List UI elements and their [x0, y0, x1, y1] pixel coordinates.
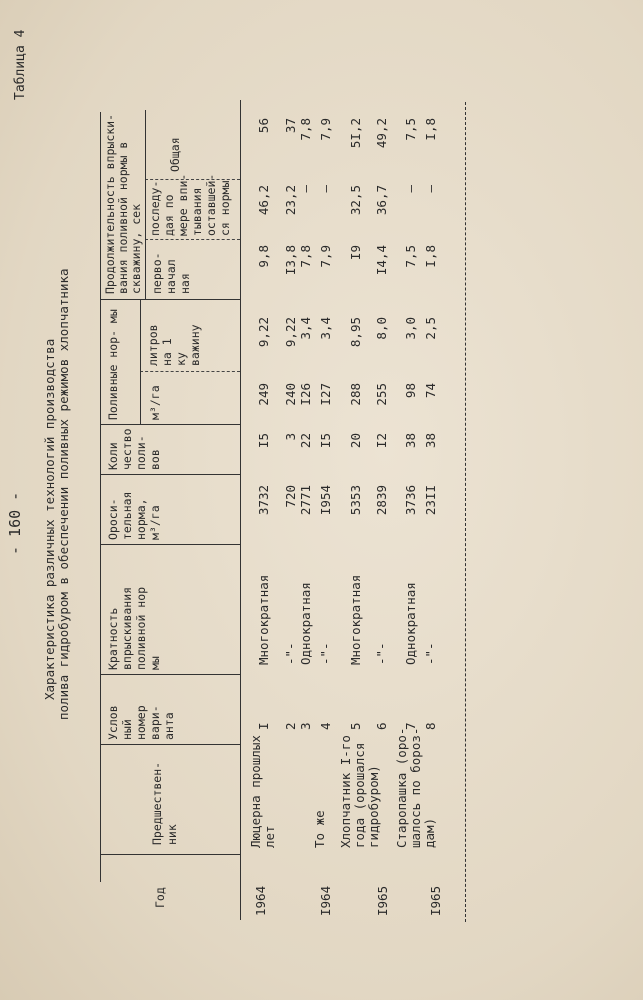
header-variant — [106, 705, 176, 740]
cell-litres: 9,22 — [256, 317, 271, 348]
cell-count: 38 — [423, 433, 438, 449]
cell-total: 49,2 — [374, 118, 389, 149]
cell-year: I964 — [318, 885, 333, 916]
cell-total: 37 — [283, 118, 298, 134]
header-bottom-rule — [240, 100, 241, 920]
cell-first: 7,5 — [403, 245, 418, 268]
cell-litres: 2,5 — [423, 317, 438, 340]
header-count-l1: Коли — [106, 442, 120, 470]
header-first-l3: ная — [178, 273, 192, 294]
header-subs-l4: тывания — [190, 187, 204, 236]
header-count-l4: вов — [148, 449, 162, 470]
cell-subsequent: – — [298, 185, 313, 193]
cell-m3ha: 98 — [403, 383, 418, 399]
header-year: Год — [153, 887, 167, 908]
header-count-l3: поли- — [134, 435, 148, 470]
cell-year: I965 — [428, 885, 443, 916]
cell-predecessor: Люцерна прошлых — [248, 735, 263, 848]
cell-irrigation-norm: 5353 — [348, 485, 363, 516]
header-norm-l2: тельная — [120, 491, 134, 540]
col-sep-4 — [100, 544, 240, 545]
cell-frequency: -"- — [374, 642, 389, 665]
header-variant-l1: Услов — [106, 705, 120, 740]
header-litres-l1: литров — [146, 324, 160, 366]
page-number: - 160 - — [6, 491, 24, 555]
cell-first: 7,8 — [298, 245, 313, 268]
cell-count: I5 — [256, 433, 271, 449]
cell-m3ha: I27 — [318, 383, 333, 406]
cell-variant: 8 — [423, 722, 438, 730]
col-sep-9 — [145, 239, 240, 240]
cell-count: 20 — [348, 433, 363, 449]
cell-predecessor: Хлопчатник I-го — [338, 735, 353, 848]
header-litres-l2: на 1 — [160, 338, 174, 366]
cell-frequency: Многократная — [348, 574, 363, 665]
cell-count: 38 — [403, 433, 418, 449]
col-sep-5 — [100, 474, 240, 475]
cell-predecessor: Старопашка (оро- — [394, 727, 409, 848]
cell-first: 9,8 — [256, 245, 271, 268]
cell-m3ha: 255 — [374, 383, 389, 406]
cell-variant: I — [256, 722, 271, 730]
cell-variant: 7 — [403, 722, 418, 730]
col-sep-3 — [100, 674, 240, 675]
cell-m3ha: 288 — [348, 383, 363, 406]
header-variant-l2: ный — [120, 719, 134, 740]
header-variant-l4: вари- — [148, 705, 162, 740]
header-subs-l6: ся нормы — [218, 180, 232, 236]
header-norm-l1: Ороси- — [106, 498, 120, 540]
cell-total: 7,5 — [403, 118, 418, 141]
cell-variant: 5 — [348, 722, 363, 730]
cell-year: 1964 — [253, 885, 268, 916]
header-subs-l1: последу- — [148, 180, 162, 236]
cell-count: I2 — [374, 433, 389, 449]
header-litres-l4: важину — [188, 324, 202, 366]
header-watering-norms: Поливные нор- мы — [106, 309, 120, 420]
cell-litres: 8,0 — [374, 317, 389, 340]
cell-count: 22 — [298, 433, 313, 449]
cell-predecessor: То же — [312, 810, 327, 848]
cell-total: 56 — [256, 118, 271, 134]
cell-subsequent: 36,7 — [374, 185, 389, 216]
cell-predecessor: года (орошался — [352, 742, 367, 848]
cell-frequency: Однократная — [403, 582, 418, 665]
cell-subsequent: 23,2 — [283, 185, 298, 216]
cell-year: I965 — [375, 885, 390, 916]
cell-irrigation-norm: 3732 — [256, 485, 271, 516]
cell-subsequent: – — [403, 185, 418, 193]
header-frequency-l3: поливной нор — [134, 586, 148, 670]
header-litres-per-well — [146, 324, 202, 366]
cell-first: 7,9 — [318, 245, 333, 268]
header-total: Общая — [168, 137, 182, 172]
cell-irrigation-norm: 2771 — [298, 485, 313, 516]
header-variant-l5: анта — [162, 712, 176, 740]
header-variant-l3: номер — [134, 705, 148, 740]
cell-litres: 9,22 — [283, 317, 298, 348]
header-predecessor-l1: Предшествен- — [150, 761, 164, 845]
header-frequency — [106, 587, 162, 670]
header-duration: Продолжительность впрыски- вания поливной нормы в скважину, сек — [103, 113, 143, 294]
header-frequency-l4: мы — [148, 656, 162, 670]
cell-total: I,8 — [423, 118, 438, 141]
cell-m3ha: 249 — [256, 383, 271, 406]
header-frequency-l1: Кратность — [106, 607, 120, 670]
header-m3ha: м³/га — [148, 385, 162, 420]
cell-frequency: -"- — [318, 642, 333, 665]
cell-irrigation-norm: 23II — [423, 485, 438, 516]
header-predecessor — [150, 762, 180, 845]
header-subs-l5: оставшей- — [204, 173, 218, 236]
cell-frequency: -"- — [283, 642, 298, 665]
sub-rule-norms — [140, 300, 141, 425]
cell-total: 7,8 — [298, 118, 313, 141]
caption-line-1: Характеристика различных технологий производства — [42, 338, 57, 700]
cell-litres: 3,4 — [298, 317, 313, 340]
header-frequency-l2: впрыскивания — [120, 586, 134, 670]
header-subsequent — [148, 174, 232, 236]
cell-subsequent: 46,2 — [256, 185, 271, 216]
cell-predecessor: лет — [262, 825, 277, 848]
header-norm-l3: норма, — [134, 498, 148, 540]
cell-total: 7,9 — [318, 118, 333, 141]
cell-count: I5 — [318, 433, 333, 449]
cell-predecessor: дам) — [422, 817, 437, 848]
cell-frequency: Многократная — [256, 574, 271, 665]
cell-first: I,8 — [423, 245, 438, 268]
header-first — [150, 252, 192, 294]
cell-litres: 3,4 — [318, 317, 333, 340]
caption-line-2: полива гидробуром в обеспечении поливных режимов хлопчатника — [56, 268, 71, 720]
cell-subsequent: – — [423, 185, 438, 193]
table-bottom-rule — [465, 102, 466, 922]
header-predecessor-l2: ник — [165, 824, 179, 845]
cell-litres: 3,0 — [403, 317, 418, 340]
cell-variant: 2 — [283, 722, 298, 730]
header-subs-l2: дая по — [162, 194, 176, 236]
cell-subsequent: 32,5 — [348, 185, 363, 216]
col-sep-8 — [100, 299, 240, 300]
cell-total: 5I,2 — [348, 118, 363, 149]
header-norm-l4: м³/га — [148, 505, 162, 540]
header-count — [106, 428, 162, 470]
header-first-l1: перво- — [150, 252, 164, 294]
col-sep-6 — [100, 424, 240, 425]
header-irrigation-norm — [106, 492, 162, 540]
header-litres-l3: ку — [174, 352, 188, 366]
col-sep-7 — [140, 371, 240, 372]
cell-first: I9 — [348, 245, 363, 261]
col-sep-2 — [100, 744, 240, 745]
cell-m3ha: 240 — [283, 383, 298, 406]
cell-frequency: Однократная — [298, 582, 313, 665]
cell-m3ha: I26 — [298, 383, 313, 406]
cell-variant: 6 — [374, 722, 389, 730]
cell-first: I4,4 — [374, 245, 389, 276]
cell-frequency: -"- — [423, 642, 438, 665]
col-sep-1 — [100, 854, 240, 855]
cell-predecessor: шалось по бороз- — [408, 727, 423, 848]
cell-variant: 4 — [318, 722, 333, 730]
header-first-l2: начал — [164, 259, 178, 294]
table-top-rule — [100, 112, 101, 882]
cell-irrigation-norm: 3736 — [403, 485, 418, 516]
cell-irrigation-norm: 720 — [283, 485, 298, 508]
header-subs-l3: мере впи- — [176, 173, 190, 236]
sub-rule-duration — [145, 110, 146, 300]
cell-m3ha: 74 — [423, 383, 438, 399]
cell-variant: 3 — [298, 722, 313, 730]
cell-predecessor: гидробуром) — [366, 765, 381, 848]
cell-subsequent: – — [318, 185, 333, 193]
cell-irrigation-norm: 2839 — [374, 485, 389, 516]
table-label: Таблица 4 — [13, 29, 28, 100]
cell-irrigation-norm: I954 — [318, 485, 333, 516]
cell-first: I3,8 — [283, 245, 298, 276]
header-count-l2: чество — [120, 428, 134, 470]
cell-litres: 8,95 — [348, 317, 363, 348]
cell-count: 3 — [283, 433, 298, 441]
